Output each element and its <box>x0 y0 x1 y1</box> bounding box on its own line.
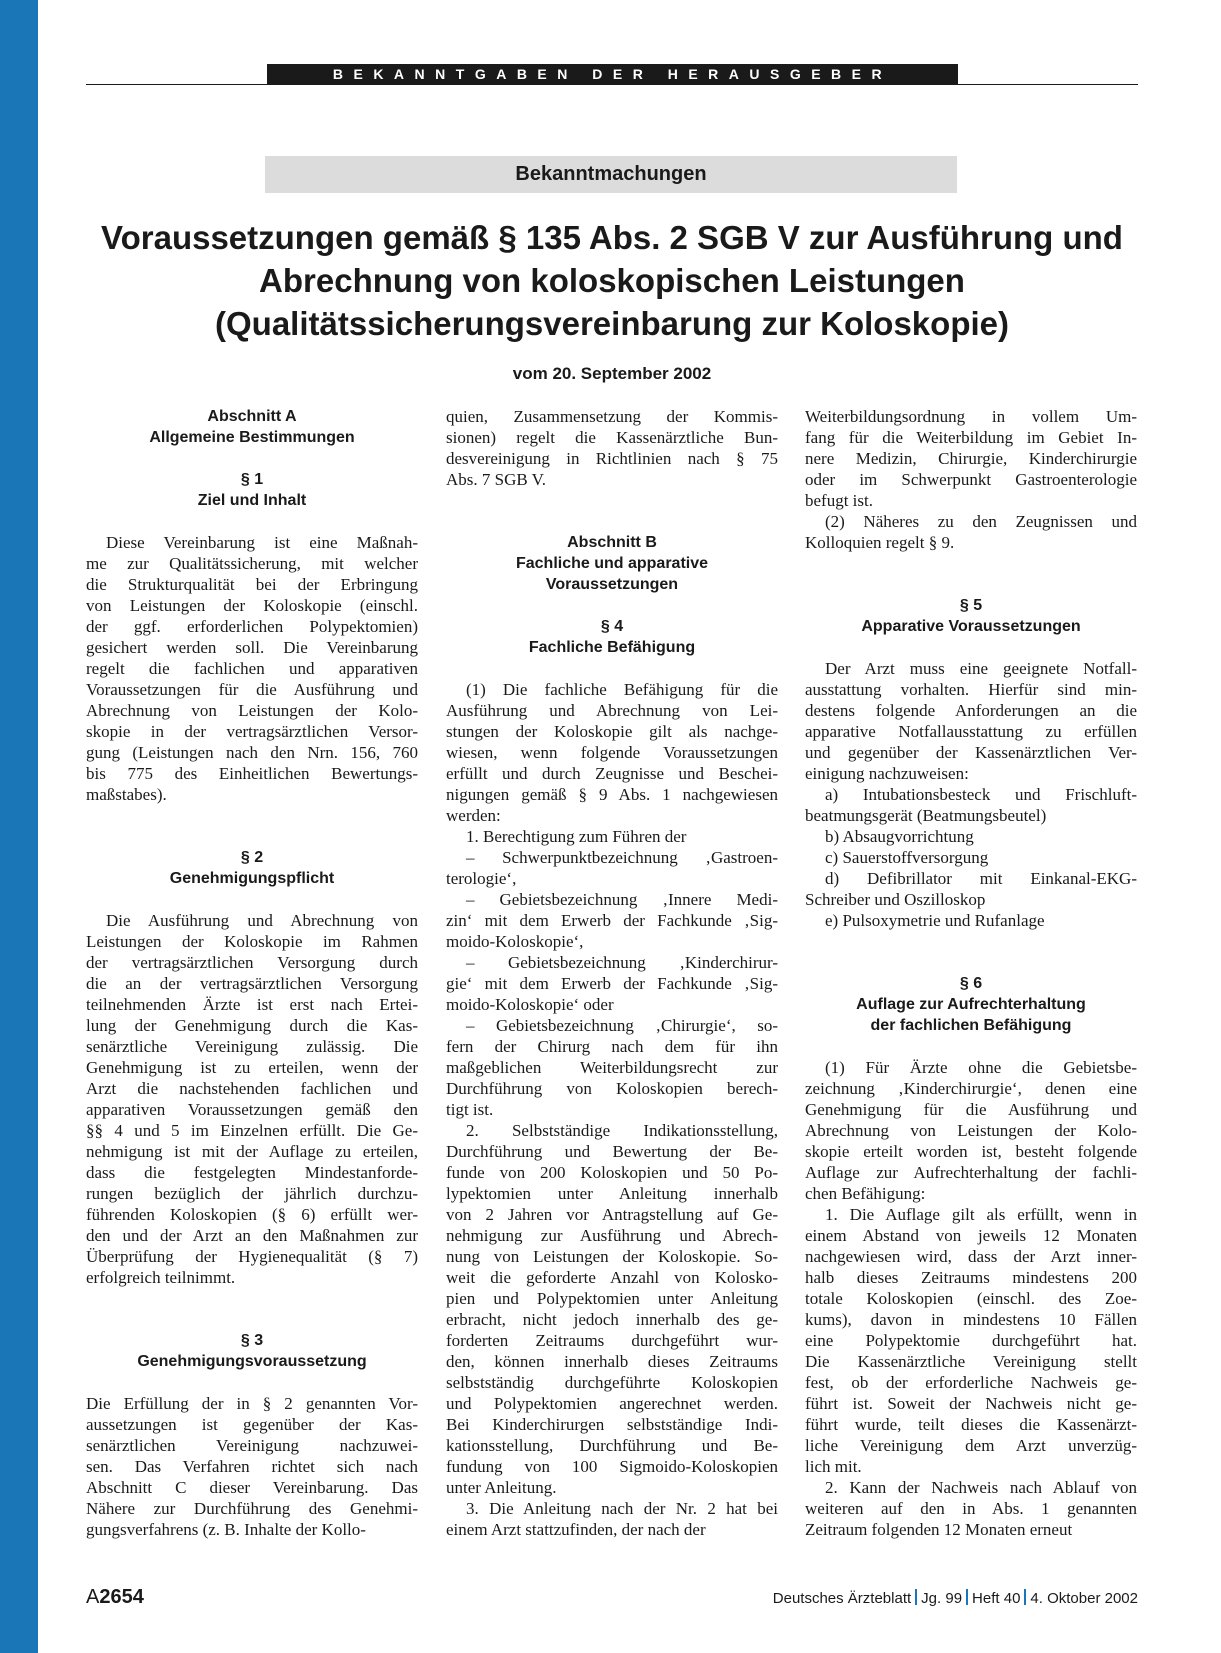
text-line: forderten Zeitraums durchgeführt wur- <box>446 1331 778 1350</box>
journal-date: 4. Oktober 2002 <box>1030 1590 1138 1607</box>
text-line: erfolgreich teilnimmt. <box>86 1268 236 1287</box>
text-line: einigung nachzuweisen: <box>805 764 969 783</box>
article-date: vom 20. September 2002 <box>512 364 712 383</box>
text-line: Die Ausführung und Abrechnung von <box>106 911 418 930</box>
text-line: regelt die fachlichen und apparativen <box>86 659 418 678</box>
text-line: und Polypektomien angerechnet werden. <box>446 1394 778 1413</box>
section-number: § 6 <box>959 975 983 992</box>
text-line: (2) Näheres zu den Zeugnissen und <box>825 512 1137 531</box>
text-line: Schreiber und Oszilloskop <box>805 890 986 909</box>
section-number: § 1 <box>240 471 264 488</box>
text-line: teilnehmenden Ärzte ist erst nach Ertei- <box>86 995 418 1014</box>
text-line: senärztliche Vereinigung zulässig. Die <box>86 1037 418 1056</box>
column-3 <box>805 406 1137 1540</box>
text-line: destens folgende Anforderungen an die <box>805 701 1137 720</box>
text-line: 2. Kann der Nachweis nach Ablauf von <box>825 1478 1137 1497</box>
section-number: § 2 <box>240 849 264 866</box>
text-line: Durchführung von Koloskopien berech- <box>446 1079 778 1098</box>
section-title: Genehmigungsvoraussetzung <box>137 1353 367 1370</box>
section-title: Genehmigungspflicht <box>169 870 335 887</box>
text-line: Der Arzt muss eine geeignete Notfall- <box>825 659 1137 678</box>
paragraph <box>805 658 1137 931</box>
text-line: tigt ist. <box>446 1100 494 1119</box>
section-title: Fachliche Befähigung <box>528 639 696 656</box>
text-line: Die Kassenärztliche Vereinigung stellt <box>805 1352 1137 1371</box>
text-line: gie‘ mit dem Erwerb der Fachkunde ‚Sig- <box>446 974 778 993</box>
text-line: §§ 4 und 5 im Einzelnen erfüllt. Die Ge- <box>86 1121 418 1140</box>
text-line: sen. Das Verfahren richtet sich nach <box>86 1457 418 1476</box>
text-line: eine Polypektomie durchgeführt hat. <box>805 1331 1137 1350</box>
text-line: (1) Für Ärzte ohne die Gebietsbe- <box>825 1058 1137 1077</box>
text-line: selbstständig durchgeführte Koloskopien <box>446 1373 778 1392</box>
section-number: § 5 <box>959 597 983 614</box>
section-label: Bekanntmachungen <box>265 156 957 193</box>
text-line: terologie‘, <box>446 869 517 888</box>
text-line: lung der Genehmigung durch die Kas- <box>86 1016 418 1035</box>
text-line: dass die festgelegten Mindestanforde- <box>86 1163 418 1182</box>
title-line: (Qualitätssicherungsvereinbarung zur Koloskopie) <box>215 305 1009 342</box>
heading: Voraussetzungen <box>545 576 679 593</box>
text-line: sionen) regelt die Kassenärztliche Bun- <box>446 428 778 447</box>
text-line: unter Anleitung. <box>446 1478 557 1497</box>
text-line: Weiterbildungsordnung in vollem Um- <box>805 407 1137 426</box>
text-line: desvereinigung in Richtlinien nach § 75 <box>446 449 778 468</box>
text-line: nigungen gemäß § 9 Abs. 1 nachgewiesen <box>446 785 778 804</box>
title-line: Voraussetzungen gemäß § 135 Abs. 2 SGB V zur Ausführung und <box>101 219 1123 256</box>
heading: Abschnitt A <box>207 408 297 425</box>
text-line: halb dieses Zeitraums mindestens 200 <box>805 1268 1137 1287</box>
text-line: führt wurde, teilt dieses die Kassenärzt- <box>805 1415 1137 1434</box>
text-line: 1. Berechtigung zum Führen der <box>466 827 687 846</box>
journal-volume: Jg. 99 <box>921 1590 963 1607</box>
text-line: erfüllt und durch Zeugnisse und Beschei- <box>446 764 778 783</box>
text-line: funde von 200 Koloskopien und 50 Po- <box>446 1163 778 1182</box>
separator <box>1024 1589 1026 1605</box>
section-title: Apparative Voraussetzungen <box>861 618 1081 635</box>
text-line: maßgeblichen Weiterbildungsrecht zur <box>446 1058 778 1077</box>
text-line: – Gebietsbezeichnung ‚Chirurgie‘, so- <box>466 1016 778 1035</box>
text-line: gungsverfahrens (z. B. Inhalte der Kollo- <box>86 1520 366 1539</box>
paragraph <box>86 1393 418 1540</box>
text-line: von Leistungen der Koloskopie (einschl. <box>86 596 418 615</box>
text-line: Leistungen der Koloskopie im Rahmen <box>86 932 418 951</box>
text-line: – Schwerpunktbezeichnung ‚Gastroen- <box>466 848 778 867</box>
text-line: liche Vereinigung dem Arzt unverzüg- <box>805 1436 1137 1455</box>
text-line: senärztlichen Vereinigung nachzuwei- <box>86 1436 418 1455</box>
paragraph <box>86 532 418 805</box>
text-line: die Strukturqualität bei der Erbringung <box>86 575 418 594</box>
text-line: nung von Leistungen der Koloskopie. So- <box>446 1247 778 1266</box>
text-line: – Gebietsbezeichnung ‚Kinderchirur- <box>466 953 778 972</box>
text-line: zin‘ mit dem Erwerb der Fachkunde ‚Sig- <box>446 911 778 930</box>
text-line: fest, ob der erforderliche Nachweis ge- <box>805 1373 1137 1392</box>
text-line: kums), davon in mindestens 10 Fällen <box>805 1310 1137 1329</box>
text-line: der ggf. erforderlichen Polypektomien) <box>86 617 418 636</box>
text-line: Voraussetzungen für die Ausführung und <box>86 680 418 699</box>
text-line: der vertragsärztlichen Versorgung durch <box>86 953 418 972</box>
journal-info <box>773 1589 1138 1607</box>
text-line: d) Defibrillator mit Einkanal-EKG- <box>825 869 1137 888</box>
text-line: einem Abstand von jeweils 12 Monaten <box>805 1226 1137 1245</box>
text-line: weit die geforderte Anzahl von Kolosko- <box>446 1268 778 1287</box>
text-line: Diese Vereinbarung ist eine Maßnah- <box>106 533 418 552</box>
text-line: den und der Arzt an den Maßnahmen zur <box>86 1226 418 1245</box>
paragraph <box>446 679 778 1540</box>
text-line: werden: <box>446 806 501 825</box>
text-line: Genehmigung ist zu erteilen, wenn der <box>86 1058 418 1077</box>
page-number <box>86 1586 144 1609</box>
paragraph <box>805 406 1137 553</box>
text-line: me zur Qualitätssicherung, mit welcher <box>86 554 418 573</box>
text-line: kationsstellung, Durchführung und Be- <box>446 1436 778 1455</box>
text-line: fang für die Weiterbildung im Gebiet In- <box>805 428 1137 447</box>
text-line: a) Intubationsbesteck und Frischluft- <box>825 785 1137 804</box>
text-line: lich mit. <box>805 1457 862 1476</box>
text-line: (1) Die fachliche Befähigung für die <box>466 680 778 699</box>
text-line: die an der vertragsärztlichen Versorgung <box>86 974 418 993</box>
text-line: 2. Selbstständige Indikationsstellung, <box>466 1121 778 1140</box>
text-line: nere Medizin, Chirurgie, Kinderchirurgie <box>805 449 1137 468</box>
paragraph <box>446 406 778 490</box>
text-line: chen Befähigung: <box>805 1184 926 1203</box>
text-line: einem Arzt stattzufinden, der nach der <box>446 1520 706 1539</box>
text-line: moido-Koloskopie‘, <box>446 932 584 951</box>
text-line: oder im Schwerpunkt Gastroenterologie <box>805 470 1137 489</box>
text-line: wiesen, wenn folgende Voraussetzungen <box>446 743 778 762</box>
section-number: § 3 <box>240 1332 264 1349</box>
text-line: gung (Leistungen nach den Nrn. 156, 760 <box>86 743 418 762</box>
text-line: c) Sauerstoffversorgung <box>825 848 989 867</box>
text-line: Auflage zur Aufrechterhaltung der fachli- <box>805 1163 1137 1182</box>
text-line: nachgewiesen wird, dass der Arzt inner- <box>805 1247 1137 1266</box>
text-line: bis 775 des Einheitlichen Bewertungs- <box>86 764 418 783</box>
text-line: erbracht, nicht jedoch innerhalb des ge- <box>446 1310 778 1329</box>
text-line: nehmigung zur Ausführung und Abrech- <box>446 1226 778 1245</box>
text-line: Abschnitt C dieser Vereinbarung. Das <box>86 1478 418 1497</box>
journal-name: Deutsches Ärzteblatt <box>772 1590 912 1607</box>
text-line: und gegenüber der Kassenärztlichen Ver- <box>805 743 1137 762</box>
text-line: Kolloquien regelt § 9. <box>805 533 955 552</box>
journal-issue: Heft 40 <box>972 1590 1021 1607</box>
text-line: Zeitraum folgenden 12 Monaten erneut <box>805 1520 1073 1539</box>
title-line: Abrechnung von koloskopischen Leistungen <box>259 262 965 299</box>
text-line: skopie erteilt worden ist, besteht folgende <box>805 1142 1137 1161</box>
text-line: gesichert werden soll. Die Vereinbarung <box>86 638 418 657</box>
heading: Abschnitt B <box>567 534 657 551</box>
heading: Allgemeine Bestimmungen <box>149 429 355 446</box>
section-number: § 4 <box>600 618 624 635</box>
left-accent-bar <box>0 0 38 1653</box>
text-line: führt ist. Soweit der Nachweis nicht ge- <box>805 1394 1137 1413</box>
text-line: fern der Chirurg nach dem für ihn <box>446 1037 778 1056</box>
page-value: 2654 <box>99 1586 144 1608</box>
text-line: Abs. 7 SGB V. <box>446 470 546 489</box>
text-line: den, können innerhalb dieses Zeitraums <box>446 1352 778 1371</box>
section-title: Auflage zur Aufrechterhaltung <box>856 996 1086 1013</box>
heading: Fachliche und apparative <box>515 555 709 572</box>
section-title: der fachlichen Befähigung <box>870 1017 1072 1034</box>
separator <box>915 1589 917 1605</box>
text-line: pien und Polypektomien unter Anleitung <box>446 1289 778 1308</box>
text-line: Nähere zur Durchführung des Genehmi- <box>86 1499 418 1518</box>
text-line: Ausführung und Abrechnung von Lei- <box>446 701 778 720</box>
paragraph <box>86 910 418 1288</box>
section-title: Ziel und Inhalt <box>197 492 307 509</box>
text-line: fundung von 100 Sigmoido-Koloskopien <box>446 1457 778 1476</box>
text-line: – Gebietsbezeichnung ‚Innere Medi- <box>466 890 778 909</box>
header-rule <box>86 84 1138 85</box>
text-line: maßstabes). <box>86 785 167 804</box>
text-line: nehmigung ist mit der Auflage zu erteilen, <box>86 1142 418 1161</box>
text-line: befugt ist. <box>805 491 873 510</box>
text-line: b) Absaugvorrichtung <box>825 827 974 846</box>
text-line: lypektomien unter Anleitung innerhalb <box>446 1184 778 1203</box>
text-line: quien, Zusammensetzung der Kommis- <box>446 407 778 426</box>
text-line: skopie in der vertragsärztlichen Versor- <box>86 722 418 741</box>
text-line: Überprüfung der Hygienequalität (§ 7) <box>86 1247 418 1266</box>
text-line: Genehmigung für die Ausführung und <box>805 1100 1137 1119</box>
text-line: Abrechnung von Leistungen der Kolo- <box>805 1121 1137 1140</box>
paragraph <box>805 1057 1137 1540</box>
text-line: apparativen Voraussetzungen gemäß den <box>86 1100 418 1119</box>
text-line: e) Pulsoxymetrie und Rufanlage <box>825 911 1045 930</box>
text-line: apparative Notfallausstattung zu erfüllen <box>805 722 1137 741</box>
text-line: Arzt die nachstehenden fachlichen und <box>86 1079 418 1098</box>
text-line: stungen der Koloskopie gilt als nachge- <box>446 722 778 741</box>
text-line: von 2 Jahren vor Antragstellung auf Ge- <box>446 1205 778 1224</box>
text-line: führenden Koloskopien (§ 6) erfüllt wer- <box>86 1205 418 1224</box>
text-line: moido-Koloskopie‘ oder <box>446 995 614 1014</box>
text-line: Durchführung und Bewertung der Be- <box>446 1142 778 1161</box>
text-line: beatmungsgerät (Beatmungsbeutel) <box>805 806 1047 825</box>
page-prefix: A <box>86 1586 100 1608</box>
header-band: BEKANNTGABEN DER HERAUSGEBER <box>267 64 958 84</box>
text-line: 3. Die Anleitung nach der Nr. 2 hat bei <box>466 1499 778 1518</box>
text-line: totale Koloskopien (einschl. des Zoe- <box>805 1289 1137 1308</box>
text-line: 1. Die Auflage gilt als erfüllt, wenn in <box>825 1205 1137 1224</box>
text-line: aussetzungen ist gegenüber der Kas- <box>86 1415 418 1434</box>
text-line: zeichnung ‚Kinderchirurgie‘, denen eine <box>805 1079 1137 1098</box>
column-2 <box>446 406 778 1540</box>
column-1 <box>86 406 418 1540</box>
text-line: Die Erfüllung der in § 2 genannten Vor- <box>86 1394 418 1413</box>
text-line: weiteren auf den in Abs. 1 genannten <box>805 1499 1137 1518</box>
separator <box>966 1589 968 1605</box>
text-line: Abrechnung von Leistungen der Kolo- <box>86 701 418 720</box>
article-title <box>86 216 1138 345</box>
text-line: rungen bezüglich der jährlich durchzu- <box>86 1184 418 1203</box>
text-line: ausstattung vorhalten. Hierfür sind min- <box>805 680 1137 699</box>
text-line: Bei Kinderchirurgen selbstständige Indi- <box>446 1415 778 1434</box>
